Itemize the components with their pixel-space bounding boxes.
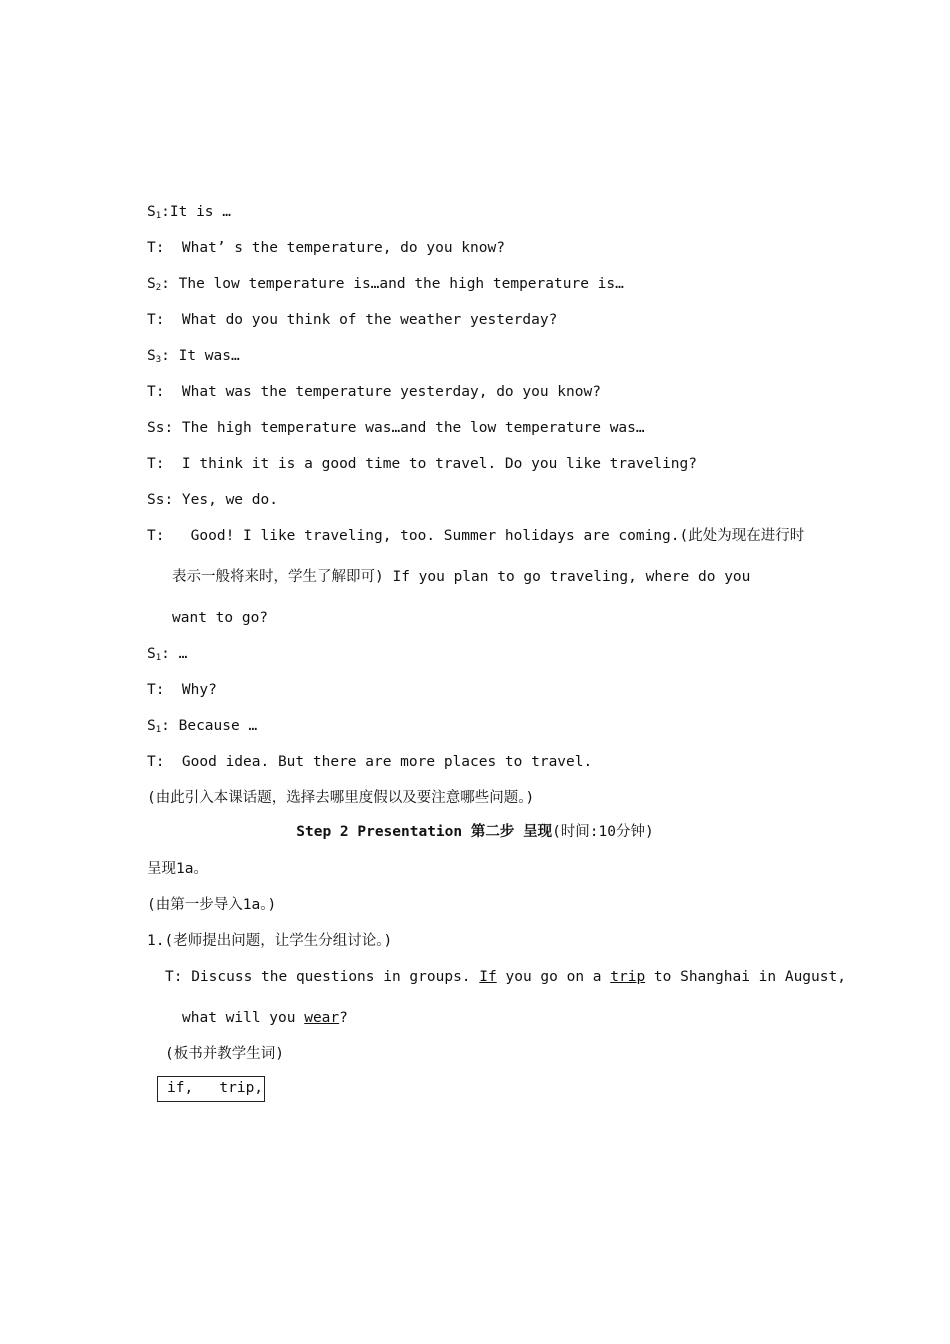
dialogue-line: T: What’ s the temperature, do you know?	[147, 240, 505, 256]
lead-in-note: (由第一步导入1a。)	[147, 897, 277, 913]
dialogue-line: $S_3$: It was…	[147, 348, 240, 365]
long-turn-line-2: 表示一般将来时，学生了解即可) If you plan to go traveling, where do you	[172, 569, 751, 585]
step-heading-bold: Step 2 Presentation 第二步 呈现	[296, 824, 553, 840]
teacher-question-line-2: what will you wear?	[182, 1010, 348, 1026]
intro-note: (由此引入本课话题，选择去哪里度假以及要注意哪些问题。)	[147, 790, 535, 806]
dialogue-line: T: Why?	[147, 682, 217, 698]
dialogue-line: $S_2$: The low temperature is…and the high temperature is…	[147, 276, 624, 293]
vocab-trip: trip	[610, 969, 646, 985]
dialogue-line: T: What do you think of the weather yesterday?	[147, 312, 558, 328]
vocab-box	[157, 1076, 265, 1102]
present-1a: 呈现1a。	[147, 861, 208, 877]
dialogue-line: $S_1$: …	[147, 646, 188, 663]
item-1: 1.(老师提出问题，让学生分组讨论。)	[147, 933, 393, 949]
vocab-wear: wear	[304, 1010, 340, 1026]
dialogue-line: T: What was the temperature yesterday, do you know?	[147, 384, 601, 400]
long-turn-line-1: T: Good! I like traveling, too. Summer holidays are coming.(此处为现在进行时	[147, 528, 805, 544]
board-note: (板书并教学生词)	[165, 1046, 284, 1062]
vocab-if: If	[479, 969, 497, 985]
dialogue-line: T: I think it is a good time to travel. Do you like traveling?	[147, 456, 697, 472]
step-heading	[0, 822, 950, 842]
teacher-question-line-1: T: Discuss the questions in groups. If you go on a trip to Shanghai in August,	[165, 969, 846, 985]
long-turn-line-3: want to go?	[172, 610, 269, 626]
dialogue-line: $S_1$: Because …	[147, 718, 258, 735]
dialogue-line: Ss: The high temperature was…and the low temperature was…	[147, 420, 645, 436]
step-heading-time: (时间:10分钟)	[552, 824, 654, 840]
dialogue-line: Ss: Yes, we do.	[147, 492, 278, 508]
dialogue-line: T: Good idea. But there are more places to travel.	[147, 754, 593, 770]
dialogue-line: $S_1:It$ is …	[147, 204, 231, 221]
vocab-box-text: if, trip,	[167, 1080, 264, 1096]
